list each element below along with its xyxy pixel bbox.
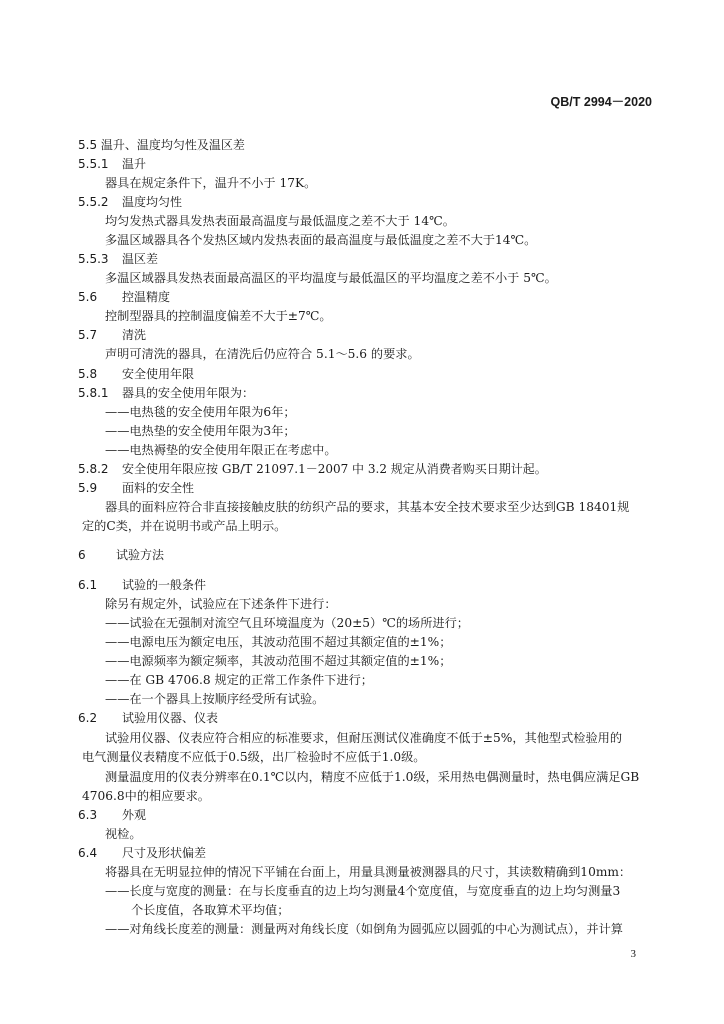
- paragraph: 将器具在无明显拉伸的情况下平铺在台面上，用量具测量被测器具的尺寸，其读数精确到10mm：: [105, 865, 632, 879]
- section-number: 6.1: [78, 578, 98, 592]
- list-item: ——在一个器具上按顺序经受所有试验。: [105, 692, 325, 706]
- section-5-5-1-heading: [78, 157, 146, 171]
- list-item: ——电热褥垫的安全使用年限正在考虑中。: [105, 443, 337, 457]
- list-item-continuation: 个长度值，各取算术平均值；: [131, 903, 290, 917]
- paragraph: 均匀发热式器具发热表面最高温度与最低温度之差不大于 14℃。: [105, 214, 455, 228]
- paragraph-continuation: 定的C类，并在说明书或产品上明示。: [82, 519, 287, 533]
- section-5-5-heading: 5.5 温升、温度均匀性及温区差: [78, 138, 245, 152]
- section-number: 5.5.2: [78, 195, 109, 209]
- section-title: 温度均匀性: [122, 195, 183, 209]
- section-6-4-heading: [78, 846, 206, 860]
- section-text: 安全使用年限应按 GB/T 21097.1－2007 中 3.2 规定从消费者购买日期计起。: [122, 462, 547, 476]
- section-5-5-3-heading: [78, 252, 158, 266]
- section-number: 6: [78, 548, 86, 562]
- section-title: 尺寸及形状偏差: [122, 846, 207, 860]
- paragraph: 视检。: [105, 827, 142, 841]
- list-item: ——电源频率为额定频率，其波动范围不超过其额定值的±1%；: [105, 654, 452, 668]
- section-number: 6.4: [78, 846, 98, 860]
- paragraph: 多温区域器具发热表面最高温区的平均温度与最低温区的平均温度之差不小于 5℃。: [105, 271, 557, 285]
- standard-code-header: QB/T 2994－2020: [550, 95, 652, 109]
- section-number: 5.8.1: [78, 386, 109, 400]
- section-number: 5.5.3: [78, 252, 109, 266]
- list-item: ——长度与宽度的测量：在与长度垂直的边上均匀测量4个宽度值，与宽度垂直的边上均匀测量3: [105, 884, 621, 898]
- section-title: 温升: [122, 157, 147, 171]
- list-item: ——在 GB 4706.8 规定的正常工作条件下进行；: [105, 673, 373, 687]
- section-6-3-heading: [78, 808, 146, 822]
- section-5-8-heading: [78, 367, 194, 381]
- section-number: 5.8.2: [78, 462, 109, 476]
- section-number: 5.9: [78, 481, 98, 495]
- section-number: 6.3: [78, 808, 98, 822]
- section-number: 5.7: [78, 328, 98, 342]
- paragraph: 器具的面料应符合非直接接触皮肤的纺织产品的要求，其基本安全技术要求至少达到GB 18401规: [105, 500, 630, 514]
- section-title: 温区差: [122, 252, 159, 266]
- section-number: 5.6: [78, 290, 98, 304]
- section-title: 试验用仪器、仪表: [122, 711, 219, 725]
- paragraph: 除另有规定外，试验应在下述条件下进行：: [105, 597, 337, 611]
- section-title: 外观: [122, 808, 147, 822]
- section-6-heading: [78, 548, 164, 562]
- list-item: ——电源电压为额定电压，其波动范围不超过其额定值的±1%；: [105, 635, 452, 649]
- section-5-5-2-heading: [78, 195, 182, 209]
- paragraph: 测量温度用的仪表分辨率在0.1℃以内，精度不应低于1.0级，采用热电偶测量时，热电偶应满足GB: [105, 770, 640, 784]
- section-6-2-heading: [78, 711, 218, 725]
- section-title: 控温精度: [122, 290, 171, 304]
- page-number: 3: [630, 948, 636, 960]
- paragraph: 声明可清洗的器具，在清洗后仍应符合 5.1～5.6 的要求。: [105, 347, 420, 361]
- section-number: 6.2: [78, 711, 98, 725]
- list-item: ——对角线长度差的测量：测量两对角线长度（如倒角为圆弧应以圆弧的中心为测试点），并计算: [105, 922, 623, 936]
- section-5-6-heading: [78, 290, 170, 304]
- section-5-8-2: [78, 462, 547, 476]
- paragraph: 器具在规定条件下，温升不小于 17K。: [105, 176, 317, 190]
- list-item: ——电热垫的安全使用年限为3年；: [105, 424, 296, 438]
- paragraph: 多温区域器具各个发热区域内发热表面的最高温度与最低温度之差不大于14℃。: [105, 233, 537, 247]
- section-6-1-heading: [78, 578, 206, 592]
- list-item: ——电热毯的安全使用年限为6年；: [105, 405, 296, 419]
- section-number: 5.8: [78, 367, 98, 381]
- section-title: 试验的一般条件: [122, 578, 207, 592]
- section-title: 试验方法: [116, 548, 165, 562]
- paragraph-continuation: 4706.8中的相应要求。: [82, 789, 210, 803]
- paragraph: 试验用仪器、仪表应符合相应的标准要求，但耐压测试仪准确度不低于±5%，其他型式检验用的: [105, 731, 623, 745]
- section-5-8-1: [78, 386, 254, 400]
- section-text: 器具的安全使用年限为：: [122, 386, 255, 400]
- section-title: 清洗: [122, 328, 147, 342]
- paragraph: 控制型器具的控制温度偏差不大于±7℃。: [105, 309, 332, 323]
- paragraph-continuation: 电气测量仪表精度不应低于0.5级，出厂检验时不应低于1.0级。: [82, 750, 426, 764]
- section-title: 面料的安全性: [122, 481, 195, 495]
- section-number: 5.5.1: [78, 157, 109, 171]
- section-title: 安全使用年限: [122, 367, 195, 381]
- section-5-7-heading: [78, 328, 146, 342]
- section-5-9-heading: [78, 481, 194, 495]
- list-item: ——试验在无强制对流空气且环境温度为（20±5）℃的场所进行；: [105, 616, 469, 630]
